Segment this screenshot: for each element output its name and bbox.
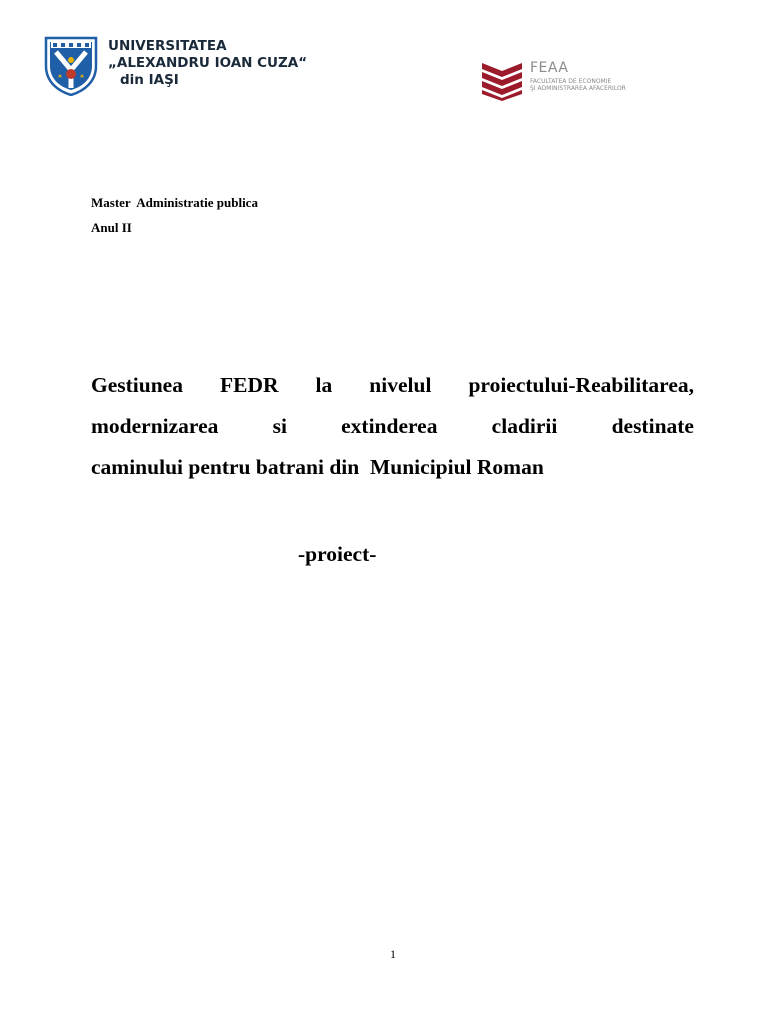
title-line-1 xyxy=(91,370,694,400)
title-word: FEDR xyxy=(220,373,279,397)
faculty-name-line1: FACULTATEA DE ECONOMIE xyxy=(530,78,612,85)
university-name-line1: UNIVERSITATEA xyxy=(108,38,227,54)
program-name: Master Administratie publica xyxy=(91,195,258,210)
title-word: proiectului-Reabilitarea, xyxy=(468,373,694,397)
title-line-2 xyxy=(91,411,694,441)
page-number: 1 xyxy=(390,947,396,961)
title-word: extinderea xyxy=(341,414,438,438)
title-word: la xyxy=(315,373,333,397)
title-word: destinate xyxy=(611,414,694,438)
university-name xyxy=(108,38,307,89)
faculty-name-line2: ŞI ADMINISTRAREA AFACERILOR xyxy=(530,85,626,92)
faculty-full-name xyxy=(530,78,626,92)
title-line-3: caminului pentru batrani din Municipiul Roman xyxy=(91,455,544,479)
university-name-line3: din IAŞI xyxy=(120,72,179,88)
faculty-logo xyxy=(480,60,655,102)
document-subtitle: -proiect- xyxy=(298,542,377,566)
title-word: cladirii xyxy=(491,414,558,438)
university-shield-icon xyxy=(44,36,98,96)
university-name-line2: „ALEXANDRU IOAN CUZA“ xyxy=(108,55,308,71)
title-word: nivelul xyxy=(369,373,432,397)
title-word: si xyxy=(272,414,287,438)
document-title xyxy=(91,370,694,493)
study-year: Anul II xyxy=(91,220,132,235)
title-word: Gestiunea xyxy=(91,373,183,397)
title-word: modernizarea xyxy=(91,414,219,438)
faculty-book-icon xyxy=(480,61,524,101)
university-logo xyxy=(44,36,308,96)
faculty-acronym: FEAA xyxy=(530,60,569,76)
